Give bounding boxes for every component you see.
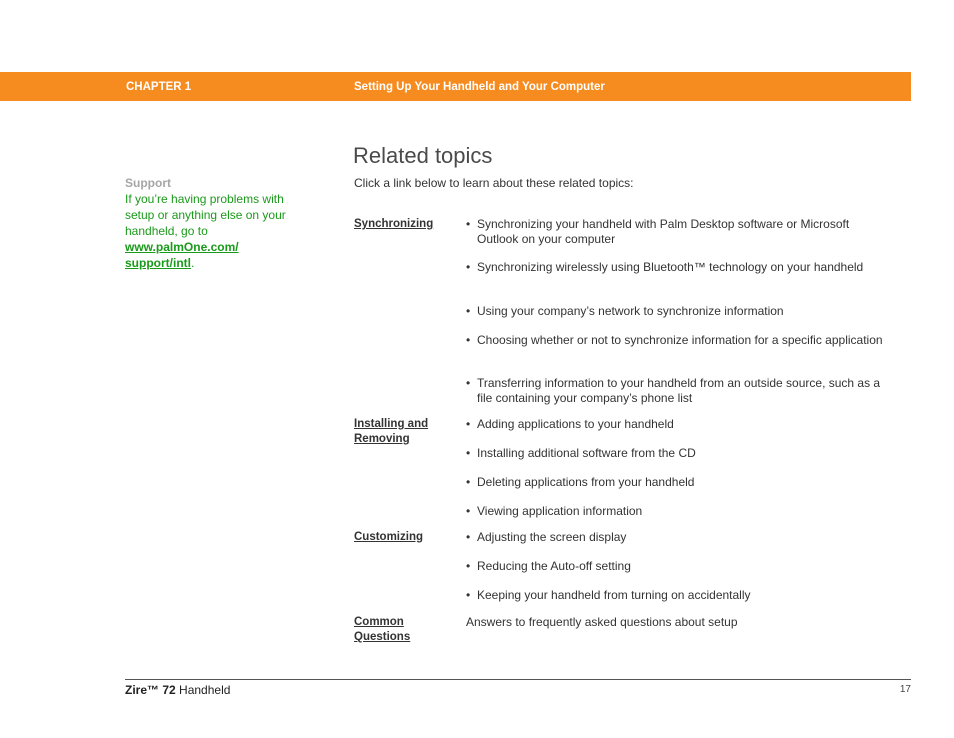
- list-item-text: Choosing whether or not to synchronize information for a specific application: [477, 333, 883, 347]
- bullet-icon: •: [466, 217, 471, 231]
- bullet-icon: •: [466, 559, 471, 573]
- list-item: [466, 376, 891, 406]
- footer-product: [125, 683, 230, 697]
- list-item: [466, 217, 891, 247]
- bullet-icon: •: [466, 588, 471, 602]
- common-questions-text: Answers to frequently asked questions about setup: [466, 615, 738, 629]
- footer-product-suffix: Handheld: [175, 683, 231, 697]
- list-item-text: Using your company’s network to synchronize information: [477, 304, 784, 318]
- bullet-icon: •: [466, 304, 471, 318]
- list-item: [466, 559, 891, 574]
- chapter-title: Setting Up Your Handheld and Your Computer: [354, 81, 605, 93]
- bullet-icon: •: [466, 333, 471, 347]
- list-item: [466, 530, 891, 545]
- list-item-text: Adjusting the screen display: [477, 530, 627, 544]
- list-item-text: Adding applications to your handheld: [477, 417, 674, 431]
- list-item: [466, 417, 891, 432]
- list-item-text: Transferring information to your handheld from an outside source, such as a file containing your company’s phone list: [477, 376, 881, 405]
- list-item-text: Synchronizing your handheld with Palm Desktop software or Microsoft Outlook on your computer: [477, 217, 850, 246]
- sidebar-period: .: [191, 256, 195, 270]
- sidebar-text: If you’re having problems with setup or anything else on your handheld, go to: [125, 192, 286, 238]
- list-item-text: Viewing application information: [477, 504, 643, 518]
- support-link[interactable]: www.palmOne.com/ support/intl: [125, 240, 239, 270]
- synchronizing-link[interactable]: Synchronizing: [354, 218, 434, 230]
- bullet-icon: •: [466, 446, 471, 460]
- installing-removing-link[interactable]: [354, 417, 428, 447]
- bullet-icon: •: [466, 475, 471, 489]
- link-line-2[interactable]: Questions: [354, 631, 411, 643]
- list-item: [466, 333, 891, 348]
- list-item-text: Deleting applications from your handheld: [477, 475, 695, 489]
- list-item: [466, 588, 891, 603]
- intro-text: Click a link below to learn about these related topics:: [354, 176, 634, 190]
- bullet-icon: •: [466, 376, 471, 390]
- list-item: [466, 475, 891, 490]
- sidebar-title: Support: [125, 176, 171, 190]
- list-item-text: Installing additional software from the CD: [477, 446, 696, 460]
- list-item-text: Keeping your handheld from turning on accidentally: [477, 588, 751, 602]
- list-item-text: Synchronizing wirelessly using Bluetooth™ technology on your handheld: [477, 260, 864, 274]
- list-item-text: Reducing the Auto-off setting: [477, 559, 631, 573]
- page-number: 17: [899, 684, 911, 695]
- bullet-icon: •: [466, 504, 471, 518]
- bullet-icon: •: [466, 417, 471, 431]
- footer-product-name: Zire™ 72: [125, 683, 176, 697]
- chapter-header-bar: [0, 72, 911, 101]
- customizing-link[interactable]: Customizing: [354, 531, 423, 543]
- link-line-1[interactable]: Common: [354, 616, 404, 628]
- list-item: [466, 260, 891, 275]
- link-line-2[interactable]: Removing: [354, 433, 410, 445]
- page-title: Related topics: [353, 143, 493, 168]
- list-item: [466, 304, 891, 319]
- chapter-label: CHAPTER 1: [126, 81, 192, 93]
- support-sidebar: [125, 175, 295, 271]
- bullet-icon: •: [466, 260, 471, 274]
- bullet-icon: •: [466, 530, 471, 544]
- link-line-1[interactable]: Installing and: [354, 418, 429, 430]
- footer-divider: [125, 679, 911, 680]
- list-item: [466, 446, 891, 461]
- common-questions-link[interactable]: [354, 615, 410, 645]
- sidebar-body: [125, 191, 295, 271]
- list-item: [466, 504, 891, 519]
